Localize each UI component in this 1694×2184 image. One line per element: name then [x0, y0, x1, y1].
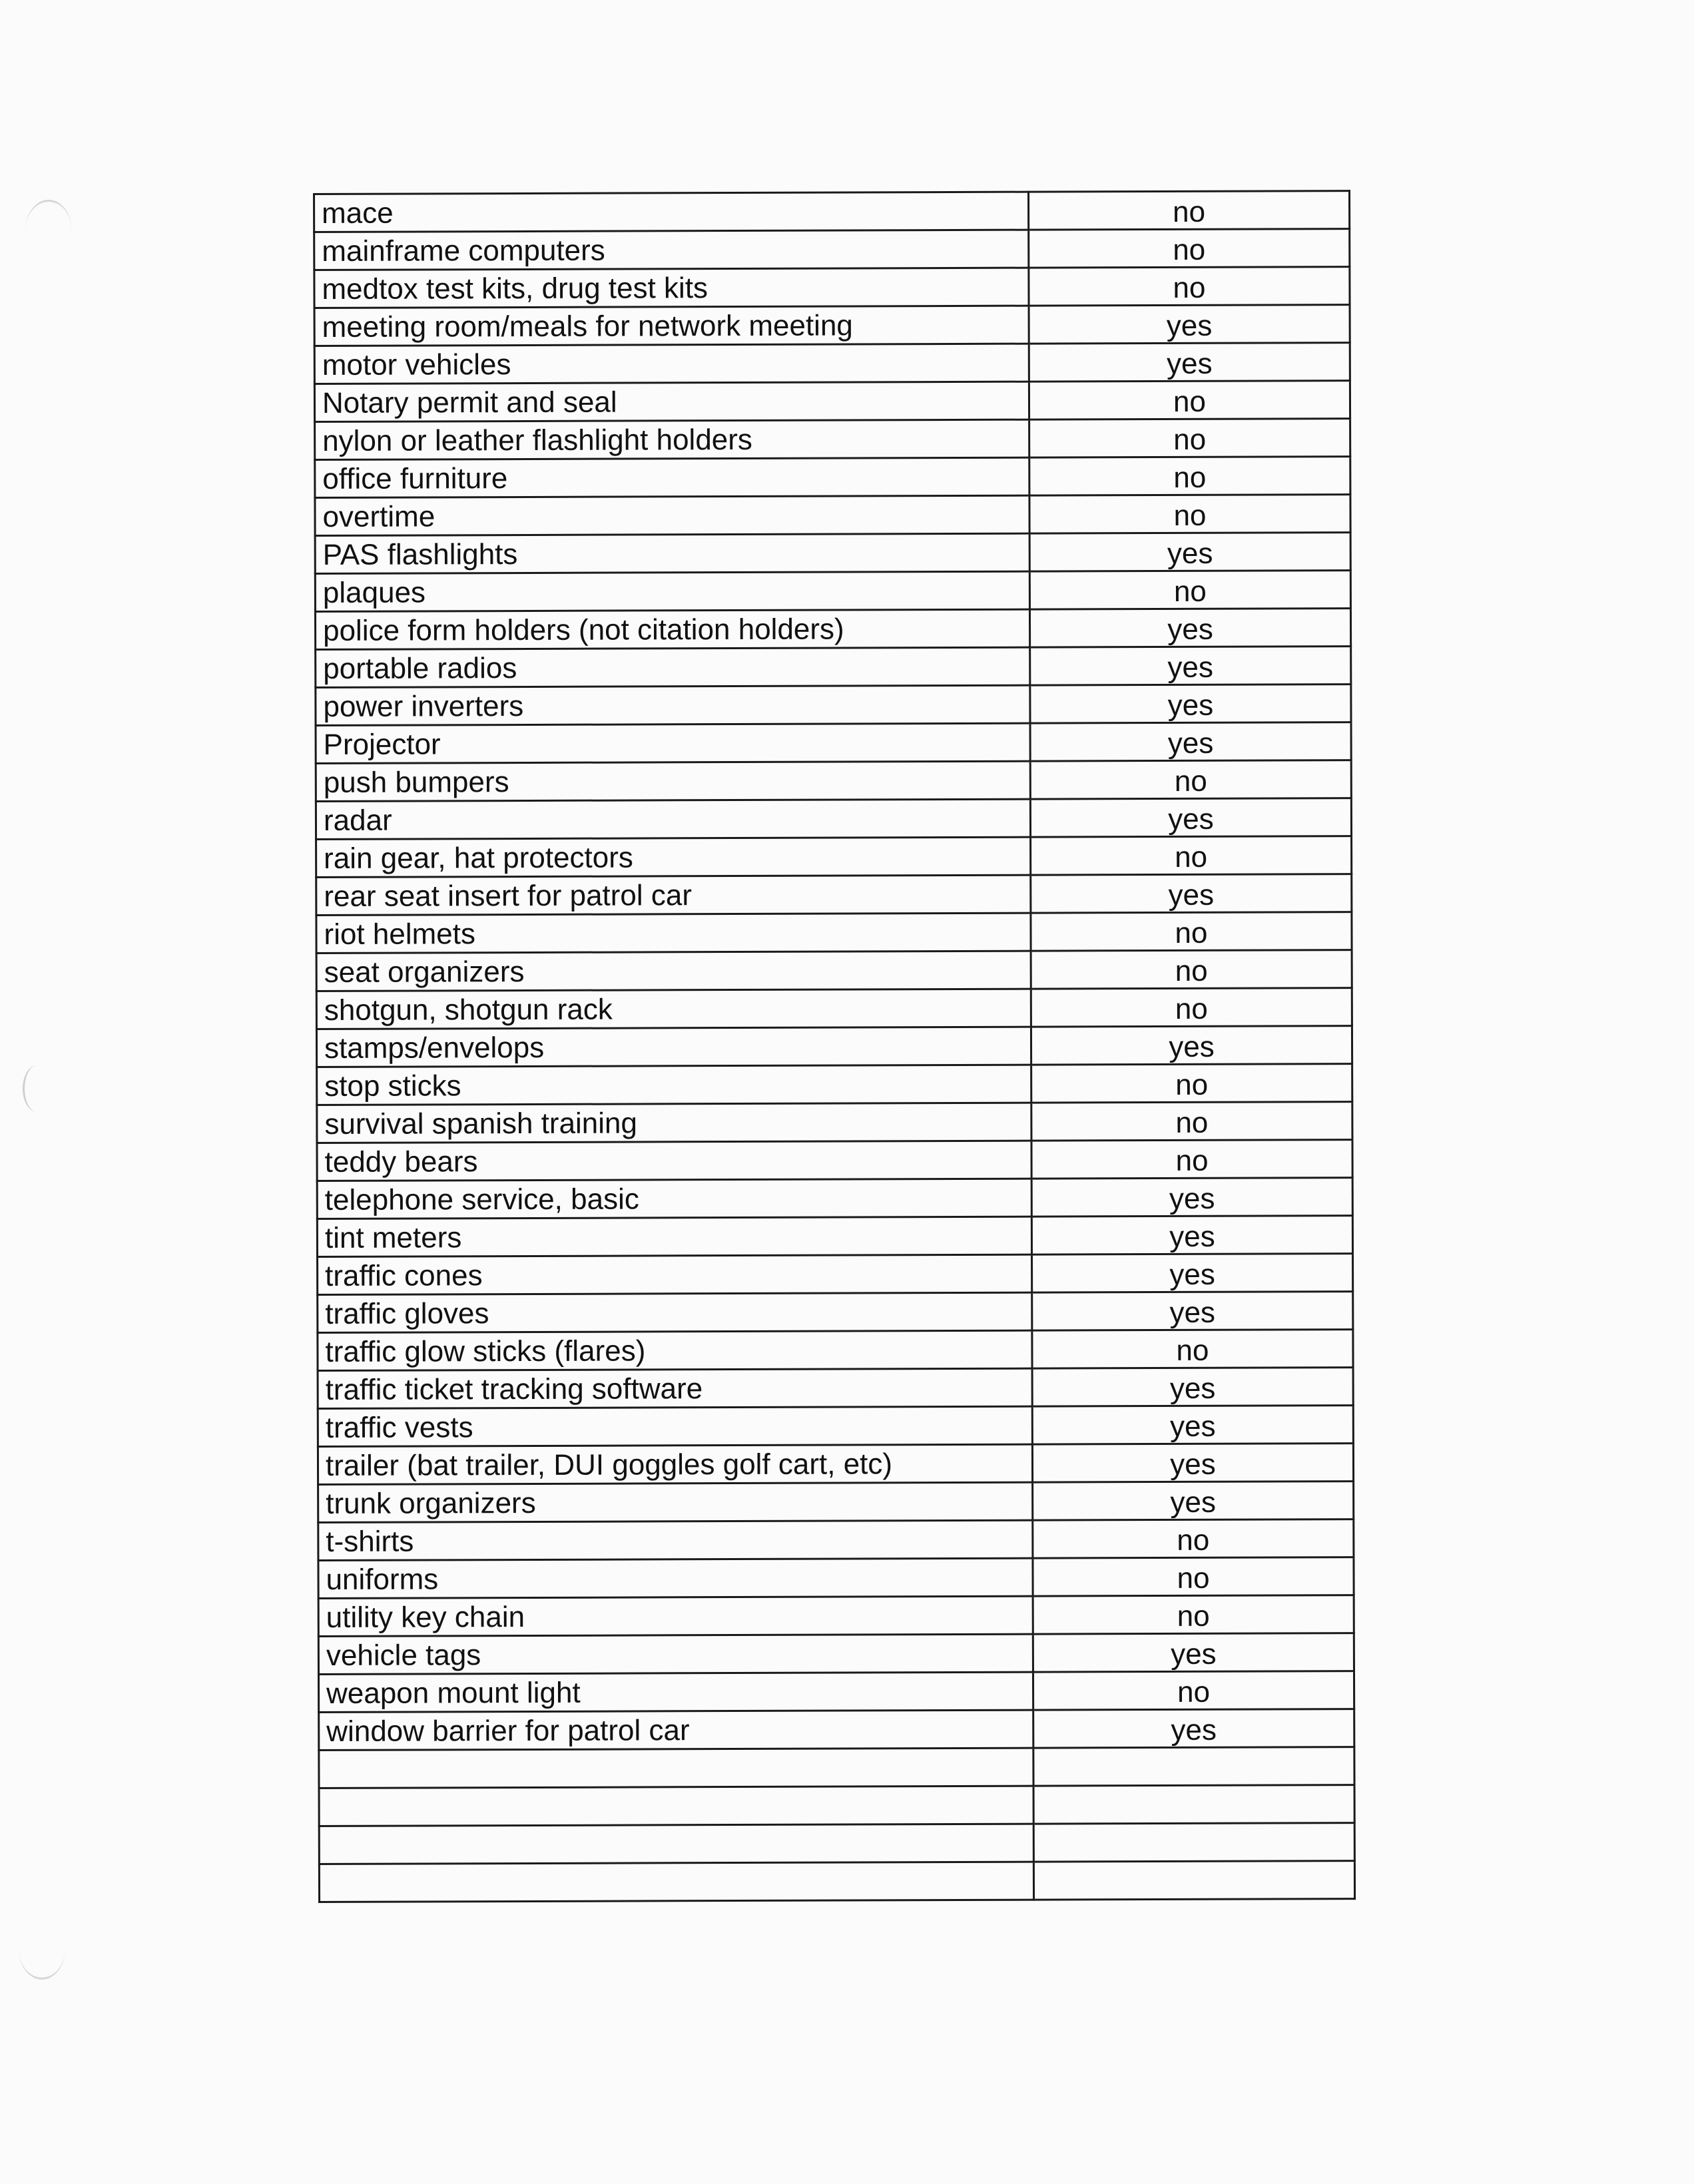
- answer-cell: [1033, 1671, 1354, 1711]
- item-label: teddy bears: [324, 1145, 478, 1179]
- item-cell: [319, 1824, 1033, 1864]
- table-row: [319, 1747, 1354, 1788]
- item-cell: [315, 609, 1029, 649]
- item-label: rear seat insert for patrol car: [324, 879, 693, 913]
- table-row: [318, 1406, 1353, 1447]
- table-row: [316, 798, 1351, 840]
- answer-cell: [1033, 1482, 1354, 1521]
- answer-cell: [1029, 343, 1350, 382]
- table-row: [318, 1368, 1353, 1409]
- item-cell: [316, 723, 1030, 763]
- table-row: [319, 1709, 1354, 1751]
- table-row: [318, 1633, 1354, 1675]
- answer-cell: [1033, 1519, 1354, 1559]
- binder-hole-mark: [23, 1065, 51, 1112]
- item-cell: [319, 1710, 1033, 1750]
- item-label: traffic gloves: [325, 1297, 489, 1330]
- item-label: nylon or leather flashlight holders: [322, 423, 752, 457]
- answer-value: no: [1173, 461, 1207, 494]
- table-row: [318, 1254, 1353, 1295]
- answer-value: yes: [1169, 1372, 1216, 1405]
- item-label: power inverters: [323, 690, 524, 723]
- table-row: [319, 1785, 1354, 1826]
- answer-cell: [1032, 1254, 1353, 1293]
- item-cell: [318, 1482, 1033, 1522]
- answer-cell: [1033, 1823, 1354, 1862]
- table-row: [315, 533, 1350, 574]
- item-cell: [316, 913, 1031, 953]
- item-cell: [316, 647, 1030, 687]
- item-label: PAS flashlights: [322, 538, 518, 571]
- item-label: traffic glow sticks (flares): [325, 1334, 646, 1368]
- answer-value: no: [1174, 764, 1207, 798]
- answer-cell: [1032, 1406, 1353, 1445]
- item-cell: [314, 344, 1029, 384]
- answer-value: no: [1175, 954, 1208, 987]
- answer-cell: [1030, 798, 1351, 838]
- table-row: [318, 1595, 1354, 1637]
- table-row: [318, 1482, 1354, 1523]
- table-row: [316, 988, 1352, 1029]
- answer-cell: [1031, 1026, 1352, 1065]
- item-label: Projector: [323, 728, 441, 761]
- table-row: [319, 1861, 1354, 1902]
- item-label: Notary permit and seal: [322, 386, 617, 419]
- answer-cell: [1033, 1595, 1354, 1635]
- item-label: rain gear, hat protectors: [324, 841, 633, 875]
- table-row: [316, 722, 1351, 764]
- item-cell: [318, 1672, 1033, 1712]
- item-label: traffic cones: [325, 1259, 483, 1292]
- item-label: weapon mount light: [326, 1676, 581, 1710]
- answer-value: no: [1175, 1068, 1209, 1101]
- item-label: overtime: [322, 500, 435, 533]
- table-row: [318, 1292, 1353, 1333]
- item-label: t-shirts: [326, 1525, 414, 1558]
- item-label: push bumpers: [323, 766, 509, 799]
- item-cell: [315, 495, 1029, 535]
- table-row: [317, 1216, 1352, 1257]
- item-cell: [319, 1862, 1033, 1902]
- answer-value: yes: [1166, 347, 1213, 380]
- table-row: [315, 419, 1350, 460]
- item-cell: [316, 875, 1031, 915]
- table-row: [316, 874, 1352, 916]
- item-cell: [318, 1634, 1033, 1674]
- answer-value: no: [1173, 575, 1207, 608]
- answer-value: no: [1177, 1523, 1210, 1557]
- item-cell: [318, 1368, 1032, 1408]
- answer-cell: [1031, 1102, 1352, 1141]
- answer-value: yes: [1170, 1486, 1216, 1519]
- answer-value: no: [1173, 233, 1206, 266]
- item-cell: [317, 1141, 1031, 1181]
- table-row: [316, 950, 1352, 991]
- answer-value: yes: [1167, 651, 1214, 684]
- item-cell: [318, 1444, 1032, 1484]
- answer-cell: [1030, 760, 1351, 800]
- answer-value: yes: [1167, 613, 1213, 646]
- answer-value: yes: [1170, 1448, 1216, 1481]
- table-row: [316, 684, 1351, 726]
- answer-cell: [1031, 912, 1352, 952]
- item-label: radar: [323, 804, 392, 837]
- item-cell: [315, 419, 1029, 459]
- answer-value: yes: [1168, 878, 1215, 912]
- table-row: [317, 1140, 1352, 1181]
- answer-cell: [1032, 1292, 1353, 1331]
- item-cell: [318, 1596, 1033, 1636]
- table-row: [318, 1557, 1354, 1599]
- item-cell: [317, 1103, 1031, 1143]
- table-row: [316, 836, 1352, 878]
- table-row: [316, 647, 1351, 688]
- table-row: [314, 343, 1350, 384]
- answer-cell: [1031, 1178, 1352, 1217]
- table-row: [314, 267, 1350, 308]
- answer-cell: [1030, 722, 1351, 762]
- table-row: [315, 457, 1350, 498]
- item-cell: [317, 1179, 1031, 1219]
- item-cell: [315, 533, 1029, 573]
- item-label: uniforms: [326, 1563, 439, 1596]
- item-label: traffic vests: [325, 1411, 473, 1444]
- answer-cell: [1031, 988, 1352, 1027]
- answer-value: yes: [1168, 802, 1214, 836]
- answer-cell: [1033, 1747, 1354, 1786]
- item-label: vehicle tags: [326, 1639, 481, 1672]
- answer-cell: [1029, 533, 1350, 572]
- answer-cell: [1029, 457, 1350, 496]
- table-row: [319, 1823, 1354, 1864]
- table-row: [316, 1026, 1352, 1067]
- item-label: trunk organizers: [326, 1486, 536, 1520]
- answer-value: no: [1175, 1106, 1209, 1139]
- table-row: [314, 191, 1350, 232]
- answer-cell: [1028, 191, 1349, 230]
- item-cell: [319, 1786, 1033, 1826]
- item-label: trailer (bat trailer, DUI goggles golf cart, etc): [325, 1448, 893, 1482]
- answer-cell: [1033, 1785, 1354, 1824]
- answer-cell: [1033, 1633, 1354, 1673]
- table-row: [318, 1444, 1353, 1485]
- answer-cell: [1033, 1709, 1354, 1749]
- answer-cell: [1033, 1861, 1354, 1900]
- answer-value: no: [1175, 916, 1208, 950]
- item-label: traffic ticket tracking software: [325, 1372, 703, 1406]
- item-cell: [314, 306, 1029, 346]
- answer-cell: [1029, 229, 1350, 268]
- item-label: office furniture: [322, 462, 508, 495]
- answer-value: yes: [1169, 1258, 1215, 1291]
- answer-cell: [1029, 495, 1350, 534]
- answer-cell: [1030, 684, 1351, 724]
- answer-value: no: [1175, 1144, 1209, 1177]
- answer-cell: [1032, 1330, 1353, 1369]
- answer-cell: [1031, 1140, 1352, 1179]
- answer-cell: [1029, 267, 1350, 306]
- item-cell: [314, 382, 1029, 421]
- table-row: [318, 1519, 1354, 1561]
- answer-cell: [1031, 1216, 1352, 1255]
- item-cell: [315, 457, 1029, 497]
- item-label: medtox test kits, drug test kits: [322, 272, 708, 306]
- answer-cell: [1031, 874, 1352, 914]
- table-row: [317, 1178, 1352, 1219]
- answer-value: yes: [1171, 1713, 1217, 1747]
- item-cell: [314, 268, 1029, 308]
- item-cell: [318, 1520, 1033, 1560]
- answer-value: no: [1175, 992, 1208, 1025]
- answer-value: no: [1175, 840, 1208, 874]
- answer-value: no: [1177, 1561, 1210, 1595]
- item-label: survival spanish training: [324, 1107, 638, 1141]
- item-label: telephone service, basic: [324, 1183, 639, 1217]
- item-cell: [317, 1065, 1031, 1105]
- table-row: [316, 912, 1352, 954]
- item-label: seat organizers: [324, 956, 525, 989]
- table-row: [318, 1671, 1354, 1713]
- item-label: mainframe computers: [322, 234, 605, 268]
- item-label: shotgun, shotgun rack: [324, 993, 613, 1027]
- item-label: riot helmets: [324, 918, 475, 951]
- item-cell: [316, 989, 1031, 1029]
- answer-value: yes: [1169, 1296, 1216, 1329]
- answer-value: no: [1173, 499, 1207, 532]
- answer-value: yes: [1169, 1182, 1215, 1215]
- answer-value: no: [1176, 1334, 1209, 1367]
- answer-cell: [1031, 950, 1352, 989]
- answer-value: yes: [1167, 688, 1214, 722]
- item-cell: [315, 571, 1029, 611]
- item-cell: [318, 1292, 1032, 1332]
- table-row: [316, 760, 1351, 802]
- item-label: window barrier for patrol car: [326, 1714, 690, 1748]
- item-cell: [319, 1748, 1033, 1788]
- answer-value: yes: [1167, 537, 1213, 570]
- table-row: [314, 305, 1350, 346]
- answer-cell: [1029, 305, 1350, 344]
- answer-value: no: [1173, 385, 1207, 418]
- answer-cell: [1029, 381, 1350, 420]
- binder-hole-mark: [19, 1918, 65, 1980]
- answer-cell: [1031, 1064, 1352, 1103]
- answer-cell: [1032, 1368, 1353, 1407]
- answer-cell: [1032, 1444, 1353, 1483]
- item-cell: [316, 951, 1031, 991]
- item-label: police form holders (not citation holders): [322, 613, 844, 647]
- item-cell: [318, 1254, 1032, 1294]
- table-row: [317, 1102, 1352, 1143]
- answer-value: no: [1173, 271, 1206, 304]
- answer-value: yes: [1171, 1637, 1217, 1671]
- item-cell: [317, 1217, 1031, 1256]
- items-table: [313, 190, 1356, 1903]
- item-label: tint meters: [324, 1221, 462, 1254]
- table-row: [315, 609, 1350, 650]
- table-row: [314, 229, 1350, 270]
- item-label: portable radios: [323, 652, 517, 685]
- answer-cell: [1029, 419, 1350, 458]
- answer-cell: [1030, 647, 1351, 686]
- item-cell: [316, 761, 1030, 801]
- table-row: [315, 571, 1350, 612]
- answer-cell: [1033, 1557, 1354, 1597]
- binder-hole-mark: [25, 200, 72, 262]
- item-cell: [318, 1406, 1032, 1446]
- item-cell: [316, 685, 1030, 725]
- table-row: [314, 381, 1350, 422]
- item-label: stamps/envelops: [324, 1031, 545, 1065]
- answer-cell: [1031, 836, 1352, 876]
- item-label: plaques: [322, 576, 426, 609]
- item-cell: [318, 1330, 1032, 1370]
- item-label: motor vehicles: [322, 348, 511, 382]
- item-label: stop sticks: [324, 1069, 461, 1103]
- answer-value: yes: [1169, 1220, 1215, 1253]
- answer-value: no: [1177, 1599, 1210, 1633]
- table-row: [317, 1064, 1352, 1105]
- item-cell: [314, 230, 1029, 270]
- item-cell: [318, 1558, 1033, 1598]
- item-label: meeting room/meals for network meeting: [322, 309, 853, 344]
- items-table-body: [314, 191, 1355, 1902]
- answer-cell: [1029, 609, 1350, 648]
- table-row: [315, 495, 1350, 536]
- answer-value: yes: [1166, 309, 1213, 342]
- answer-value: yes: [1167, 726, 1214, 760]
- answer-value: no: [1173, 195, 1206, 228]
- item-cell: [316, 799, 1030, 839]
- item-cell: [316, 1027, 1031, 1067]
- item-cell: [316, 837, 1031, 877]
- answer-value: no: [1173, 423, 1207, 456]
- item-label: mace: [322, 196, 394, 230]
- answer-value: no: [1177, 1675, 1211, 1709]
- answer-cell: [1029, 571, 1350, 610]
- answer-value: yes: [1169, 1410, 1216, 1443]
- answer-value: yes: [1169, 1030, 1215, 1063]
- table-row: [318, 1330, 1353, 1371]
- item-label: utility key chain: [326, 1601, 525, 1634]
- item-cell: [314, 192, 1029, 232]
